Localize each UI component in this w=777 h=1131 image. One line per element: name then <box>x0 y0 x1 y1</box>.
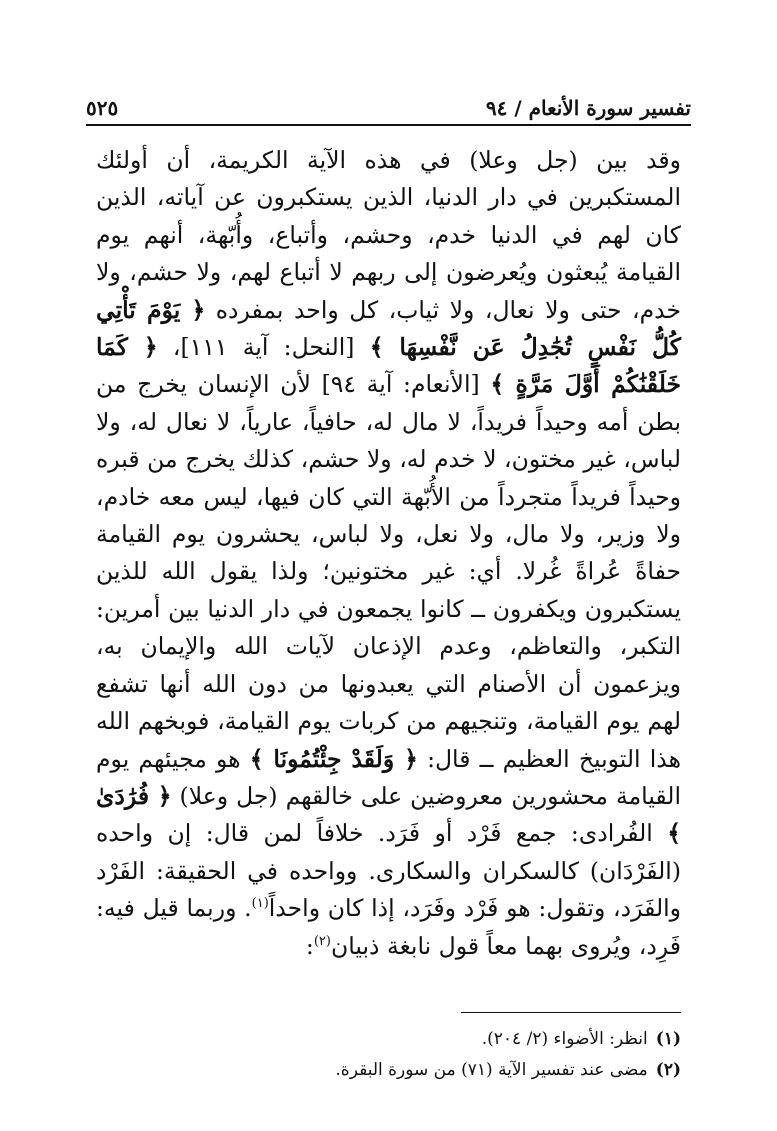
text-segment: هو مجيئهم يوم القيامة محشورين معروضين على خالقهم (جل وعلا) <box>96 744 681 810</box>
body-paragraph <box>96 142 681 965</box>
text-segment: [الأنعام: آية ٩٤] لأن الإنسان يخرج من بطن أمه وحيداً فريداً، لا مال له، حافياً، عارياً، لا نعال له، ولا لباس، غير مختون، لا خدم له، ولا حشم، كذلك يخرج من قبره وحيداً فريداً متجرداً من الأُبّهة التي كان فيها، ليس معه خادم، ولا وزير، ولا مال، ولا نعل، ولا لباس، يحشرون يوم القيامة حفاةً عُراةً غُرلا. أي: غير مختونين؛ ولذا يقول الله للذين يستكبرون ويكفرون ــ كانوا يجمعون في دار الدنيا بين أمرين: التكبر، والتعاظم، وعدم الإذعان لآيات الله والإيمان به، ويزعمون أن الأصنام التي يعبدونها من دون الله أنها تشفع لهم يوم القيامة، وتنجيهم من كربات يوم القيامة، فوبخهم الله هذا التوبيخ العظيم ــ قال: <box>96 370 681 773</box>
text-segment: : <box>305 931 314 960</box>
quran-verse: ﴿ فُرَٰدَىٰ ﴾ <box>96 781 681 848</box>
footnote-text: انظر: الأضواء (٢/ ٢٠٤). <box>481 1029 648 1049</box>
text-segment: . وربما قيل فيه: فَرِد، ويُروى بهما معاً قول نابغة ذبيان <box>96 894 681 960</box>
main-text <box>96 142 681 965</box>
page-header <box>86 86 691 126</box>
running-title: تفسير سورة الأنعام / ٩٤ <box>485 96 691 120</box>
footnote-reference[interactable]: (١) <box>251 896 269 912</box>
text-segment: [النحل: آية ١١١]، <box>157 333 370 362</box>
footnote-number: (١) <box>655 1029 681 1049</box>
footnote-number: (٢) <box>655 1060 681 1080</box>
quran-verse: ﴿ كَمَا خَلَقْنَٰكُمْ أَوَّلَ مَرَّةٍ ﴾ <box>96 333 682 399</box>
footnote-separator <box>461 1012 681 1013</box>
quran-verse: ﴿ يَوْمَ تَأْتِي كُلُّ نَفْسٍ تُجَٰدِلُ عَن نَّفْسِهَا ﴾ <box>96 295 681 362</box>
footnote-reference[interactable]: (٢) <box>313 933 331 949</box>
footnote-item <box>96 1055 681 1086</box>
footnotes <box>96 1024 681 1086</box>
footnote-item <box>96 1024 681 1055</box>
text-segment: وقد بين (جل وعلا) في هذه الآية الكريمة، أن أولئك المستكبرين في دار الدنيا، الذين يستكبرون عن آياته، الذين كان لهم في الدنيا خدم، وحشم، وأتباع، وأُبّهة، أنهم يوم القيامة يُبعثون ويُعرضون إلى ربهم لا أتباع لهم، ولا حشم، ولا خدم، حتى ولا نعال، ولا ثياب، كل واحد بمفرده <box>96 146 681 324</box>
page-number: ٥٢٥ <box>86 96 119 120</box>
footnote-text: مضى عند تفسير الآية (٧١) من سورة البقرة. <box>335 1060 648 1080</box>
text-segment: الفُرادى: جمع فَرْد أو فَرَد. خلافاً لمن قال: إن واحده (الفَرْدَان) كالسكران والسكارى. وواحده في الحقيقة: الفَرْد والفَرَد، وتقول: هو فَرْد وفَرَد، إذا كان واحداً <box>96 819 681 923</box>
quran-verse: ﴿ وَلَقَدْ جِئْتُمُونَا ﴾ <box>249 744 418 773</box>
